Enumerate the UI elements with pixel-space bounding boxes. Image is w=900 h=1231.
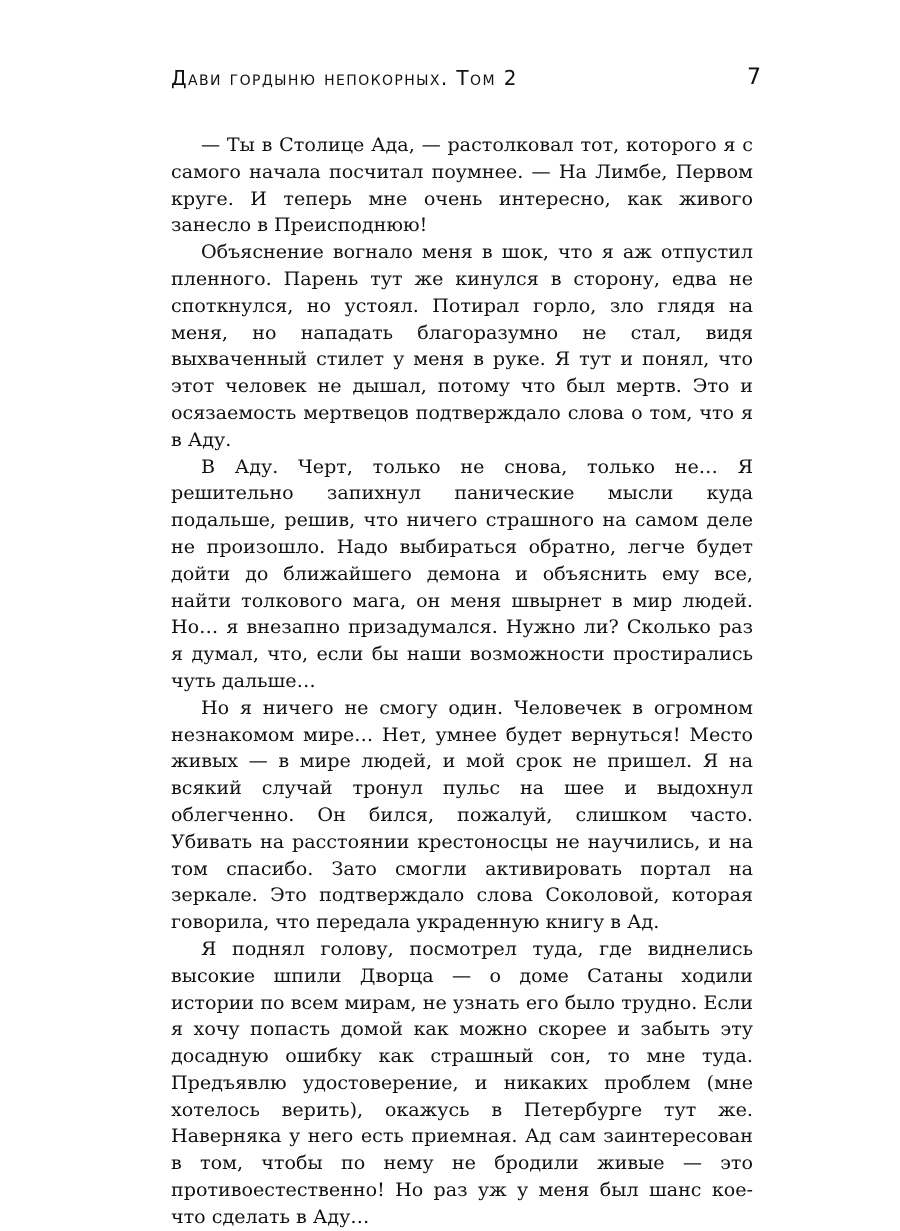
paragraph: Но я ничего не смогу один. Человечек в огромном незнакомом мире… Нет, умнее будет вернуться! Место живых — в мире людей, и мой срок не пришел. Я на всякий случай тронул пульс на шее и выдохнул облегченно. Он бился, пожалуй, слишком часто. Убивать на расстоянии крестоносцы не научились, и на том спасибо. Зато смогли активировать портал на зеркале. Это подтверждало слова Соколовой, которая говорила, что передала украденную книгу в Ад. [171,695,753,934]
paragraph: Объяснение вогнало меня в шок, что я аж отпустил пленного. Парень тут же кинулся в сторону, едва не споткнулся, но устоял. Потирал горло, зло глядя на меня, но нападать благоразумно не стал, видя выхваченный стилет у меня в руке. Я тут и понял, что этот человек не дышал, потому что был мертв. Это и осязаемость мертвецов подтверждало слова о том, что я в Аду. [171,240,753,451]
running-header [171,62,761,96]
paragraph: Я поднял голову, посмотрел туда, где виднелись высокие шпили Дворца — о доме Сатаны ходили истории по всем мирам, не узнать его было трудно. Если я хочу попасть домой как можно скорее и забыть эту досадную ошибку как страшный сон, то мне туда. Предъявлю удостоверение, и никаких проблем (мне хотелось верить), окажусь в Петербурге тут же. Наверняка у него есть приемная. Ад сам заинтересован в том, чтобы по нему не бродили живые — это противоестественно! Но раз уж у меня был шанс кое-что сделать в Аду… [171,936,753,1228]
page-number: 7 [747,65,761,90]
paragraph: — Ты в Столице Ада, — растолковал тот, которого я с самого начала посчитал поумнее. — На Лимбе, Первом круге. И теперь мне очень интересно, как живого занесло в Преисподнюю! [171,133,753,237]
paragraph: В Аду. Черт, только не снова, только не… Я решительно запихнул панические мысли куда подальше, решив, что ничего страшного на самом деле не произошло. Надо выбираться обратно, легче будет дойти до ближайшего демона и объяснить ему все, найти толкового мага, он меня швырнет в мир людей. Но… я внезапно призадумался. Нужно ли? Сколько раз я думал, что, если бы наши возможности простирались чуть дальше… [171,454,753,692]
book-title: Дави гордыню непокорных. Том 2 [171,66,518,90]
page-body-text [171,132,753,1231]
